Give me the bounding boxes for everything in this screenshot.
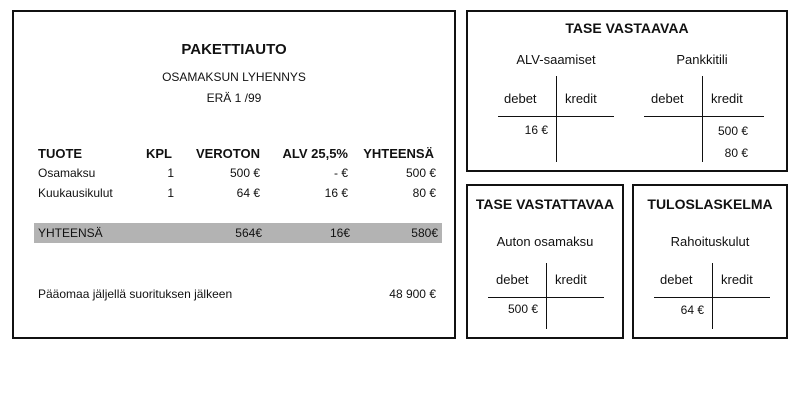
tase-vastattavaa-panel [466, 184, 624, 339]
invoice-subtitle: OSAMAKSUN LYHENNYS [162, 70, 306, 84]
debit-entry: 500 € [507, 302, 538, 316]
t-account-vertical-line [546, 263, 547, 329]
row-net: 500 € [229, 166, 260, 180]
row-qty: 1 [167, 166, 174, 180]
debet-label: debet [651, 91, 684, 106]
kredit-label: kredit [711, 91, 743, 106]
invoice-panel [12, 10, 456, 339]
row-vat: 16 € [324, 186, 348, 200]
row-net: 64 € [236, 186, 260, 200]
t-account-horizontal-line [644, 116, 764, 117]
t-account-vertical-line [712, 263, 713, 329]
account-name-pankkitili: Pankkitili [676, 52, 728, 67]
row-total: 500 € [405, 166, 436, 180]
t-account-vertical-line [556, 76, 557, 162]
row-vat: - € [333, 166, 348, 180]
header-veroton: VEROTON [195, 146, 260, 161]
total-vat: 16€ [329, 226, 350, 240]
total-label: YHTEENSÄ [38, 226, 103, 240]
principal-row [14, 284, 454, 304]
tase-vastattavaa-title: TASE VASTATTAVAA [475, 196, 615, 212]
tase-vastaavaa-panel [466, 10, 788, 172]
debet-label: debet [504, 91, 537, 106]
table-row [14, 183, 454, 203]
row-qty: 1 [167, 186, 174, 200]
row-product: Kuukausikulut [38, 186, 113, 200]
credit-entry: 80 € [724, 146, 748, 160]
debet-label: debet [660, 272, 693, 287]
kredit-label: kredit [721, 272, 753, 287]
invoice-title: PAKETTIAUTO [181, 41, 287, 58]
account-name-alv-saamiset: ALV-saamiset [516, 52, 596, 67]
total-sum: 580€ [411, 226, 438, 240]
invoice-header-row [14, 143, 454, 163]
header-kpl: KPL [146, 146, 172, 161]
principal-value: 48 900 € [389, 287, 436, 301]
kredit-label: kredit [565, 91, 597, 106]
total-row [34, 223, 442, 243]
debit-entry: 64 € [680, 303, 704, 317]
account-name-auton-osamaksu: Auton osamaksu [496, 234, 594, 249]
credit-entry: 500 € [717, 124, 748, 138]
principal-label: Pääomaa jäljellä suorituksen jälkeen [38, 287, 233, 301]
t-account-vertical-line [702, 76, 703, 162]
account-name-rahoituskulut: Rahoituskulut [670, 234, 750, 249]
tuloslaskelma-panel [632, 184, 788, 339]
debet-label: debet [496, 272, 529, 287]
header-tuote: TUOTE [38, 146, 83, 161]
table-row [14, 163, 454, 183]
row-product: Osamaksu [38, 166, 96, 180]
row-total: 80 € [412, 186, 436, 200]
header-alv: ALV 25,5% [282, 146, 348, 161]
header-yhteensa: YHTEENSÄ [363, 146, 434, 161]
tuloslaskelma-title: TULOSLASKELMA [647, 196, 773, 212]
total-net: 564€ [235, 226, 262, 240]
invoice-installment: ERÄ 1 /99 [206, 91, 262, 105]
tase-vastaavaa-title: TASE VASTAAVAA [565, 20, 689, 36]
kredit-label: kredit [555, 272, 587, 287]
debit-entry: 16 € [524, 123, 548, 137]
